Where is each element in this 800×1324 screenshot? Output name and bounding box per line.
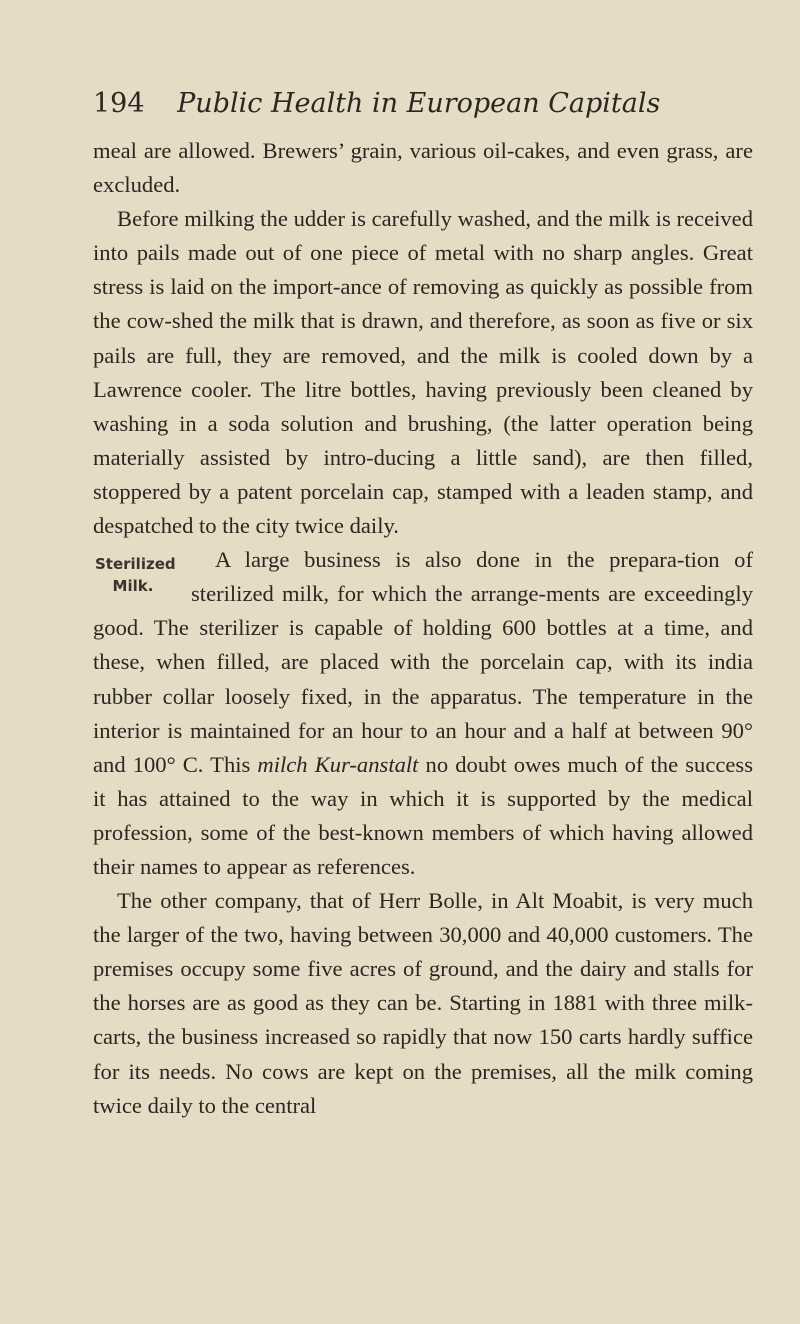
body-text xyxy=(93,134,753,1123)
sidenote-line-2: Milk. xyxy=(112,577,154,596)
paragraph-3-text-b: no doubt owes much of the success it has attained to the way in which it is supported by the medical profession, some of the best-known members of which having allowed their names to appear as references. xyxy=(93,751,753,879)
paragraph-1: meal are allowed. Brewers’ grain, various oil-cakes, and even grass, are excluded. xyxy=(93,138,753,198)
running-title: Public Health in European Capitals xyxy=(177,88,661,119)
sidenote-sterilized-milk xyxy=(71,553,176,597)
paragraph-2: Before milking the udder is carefully washed, and the milk is received into pails made out of one piece of metal with no sharp angles. Great stress is laid on the import-ance of removing as quickly as possible from the cow-shed the milk that is drawn, and therefore, as soon as five or six pails are full, they are removed, and the milk is cooled down by a Lawrence cooler. The litre bottles, having previously been cleaned by washing in a soda solution and brushing, (the latter operation being materially assisted by intro-ducing a little sand), are then filled, stoppered by a patent porcelain cap, stamped with a leaden stamp, and despatched to the city twice daily. xyxy=(93,206,753,539)
page-number: 194 xyxy=(93,88,145,119)
page-header xyxy=(93,86,753,122)
paragraph-3-italic: milch Kur-anstalt xyxy=(257,751,419,777)
paragraph-3 xyxy=(93,543,753,884)
paragraph-4: The other company, that of Herr Bolle, in Alt Moabit, is very much the larger of the two, having between 30,000 and 40,000 customers. The premises occupy some five acres of ground, and the dairy and stalls for the horses are as good as they can be. Starting in 1881 with three milk-carts, the business increased so rapidly that now 150 carts hardly suffice for its needs. No cows are kept on the premises, all the milk coming twice daily to the central xyxy=(93,888,753,1118)
paragraph-3-text-a: A large business is also done in the prepara-tion of sterilized milk, for which the arrange-ments are exceedingly good. The sterilizer is capable of holding 600 bottles at a time, and these, when filled, are placed with the porcelain cap, with its india rubber collar loosely fixed, in the apparatus. The temperature in the interior is maintained for an hour to an hour and a half at between 90° and 100° C. This xyxy=(93,547,753,777)
sidenote-line-1: Sterilized xyxy=(95,555,176,574)
